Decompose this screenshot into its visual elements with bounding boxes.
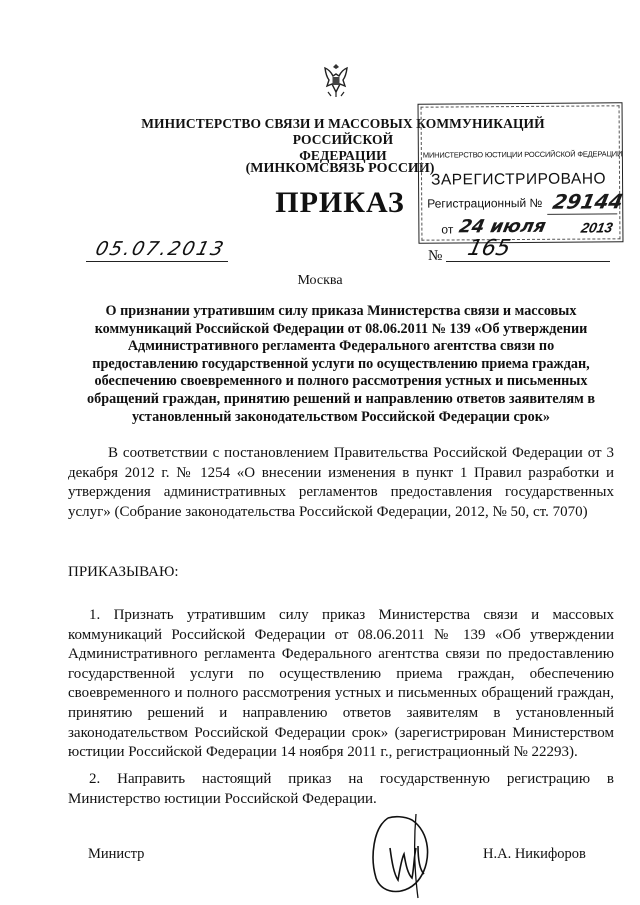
signer-name: Н.А. Никифоров xyxy=(483,846,586,862)
heading-line: предоставлению государственной услуги по осуществлению приема граждан, xyxy=(92,355,590,372)
signer-title: Министр xyxy=(88,846,145,862)
order-word: ПРИКАЗЫВАЮ: xyxy=(68,564,179,580)
handwritten-signature-icon xyxy=(368,808,446,900)
stamp-date: 24 июля xyxy=(457,215,548,238)
number-underline xyxy=(446,261,610,262)
preamble-paragraph: В соответствии с постановлением Правительства Российской Федерации от 3 декабря 2012 г. № 1254 «О внесении изменения в пункт 1 Правил разработки и утверждения административных регламентов предоставления государственных услуг» (Собрание законодательства Российской Федерации, 2012, № 50, ст. 7070) xyxy=(68,445,614,520)
ministry-short-name: (МИНКОМСВЯЗЬ РОССИИ) xyxy=(245,161,435,176)
order-item-1: 1. Признать утратившим силу приказ Министерства связи и массовых коммуникаций Российской Федерации от 08.06.2011 № 139 «Об утверждении Административного регламента Федерального агентства связи по предоставлению государственной услуги по осуществлению приема граждан, обеспечению своевременного и полного рассмотрения устных и письменных обращений граждан, принятию решений и направлению ответов заявителям в установленный законодательством Российской Федерации срок» (зарегистрирован Министерством юстиции Российской Федерации 14 ноября 2011 г., регистрационный № 22293). xyxy=(68,607,614,761)
heading-line: О признании утратившим силу приказа Министерства связи и массовых xyxy=(105,303,577,319)
registration-stamp xyxy=(418,102,624,243)
order-number-label: № xyxy=(428,248,443,264)
coat-of-arms-icon xyxy=(319,60,353,100)
stamp-date-label: от xyxy=(441,222,454,237)
heading-line: Административного регламента Федерального агентства связи по xyxy=(127,338,555,355)
stamp-status: ЗАРЕГИСТРИРОВАНО xyxy=(430,170,607,189)
ministry-line-1: МИНИСТЕРСТВО СВЯЗИ И МАССОВЫХ КОММУНИКАЦИЙ РОССИЙСКОЙ xyxy=(141,116,545,147)
city: Москва xyxy=(297,273,343,288)
order-item-2: 2. Направить настоящий приказ на государственную регистрацию в Министерство юстиции Российской Федерации. xyxy=(68,771,614,807)
stamp-number-label: Регистрационный № xyxy=(427,195,543,211)
order-date: 05.07.2013 xyxy=(93,238,228,260)
date-underline xyxy=(86,261,228,262)
heading-line: коммуникаций Российской Федерации от 08.06.2011 № 139 «Об утверждении xyxy=(94,320,588,337)
stamp-number: 29144 xyxy=(550,189,626,214)
stamp-year: 2013 xyxy=(579,219,615,236)
document-type-title: ПРИКАЗ xyxy=(275,186,405,219)
ministry-line-2: ФЕДЕРАЦИИ xyxy=(299,148,387,163)
stamp-organization: МИНИСТЕРСТВО ЮСТИЦИИ РОССИЙСКОЙ ФЕДЕРАЦИИ xyxy=(422,149,623,160)
heading-line: установленный законодательством Российской Федерации срок» xyxy=(131,408,551,425)
heading-line: обеспечению своевременного и полного рассмотрения устных и письменных xyxy=(94,373,588,390)
order-number: 165 xyxy=(465,236,513,261)
heading-line: обращений граждан, принятию решений и направлению ответов заявителям в xyxy=(87,390,595,407)
order-heading xyxy=(68,303,614,426)
